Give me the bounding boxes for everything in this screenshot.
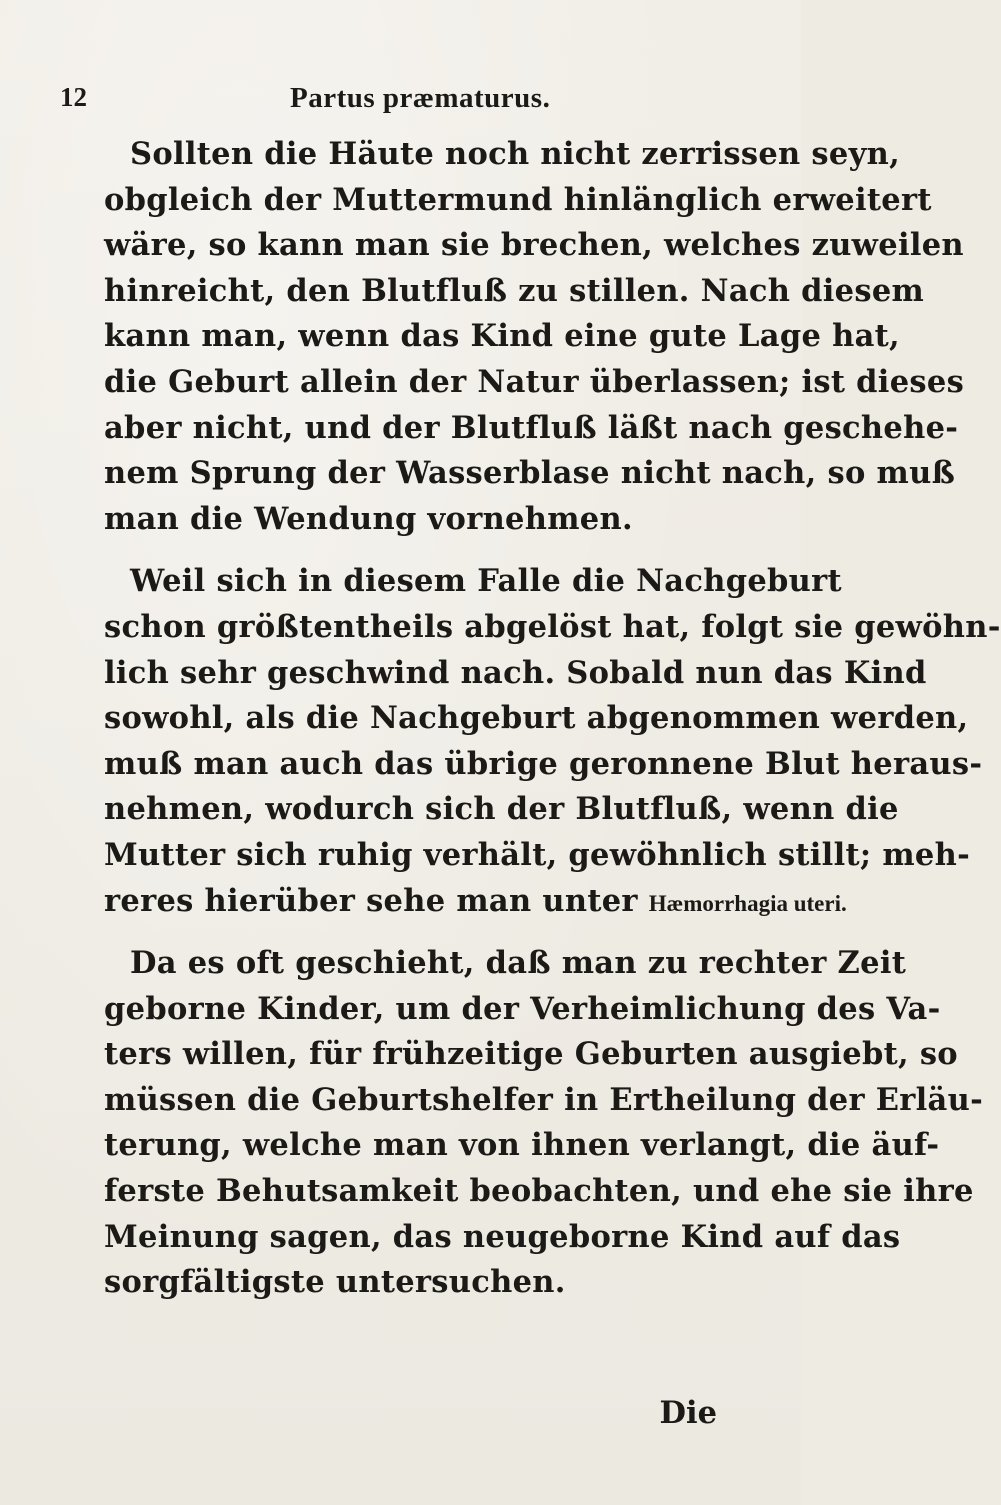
page-number: 12 [60,82,87,112]
paragraph-2-last-line [104,879,847,925]
paragraph-3-line: ferste Behutsamkeit beobachten, und ehe sie ihre [104,1173,974,1210]
paragraph-2-line: reres hierüber sehe man unter [104,882,638,919]
paragraph-2-line: muß man auch das übrige geronnene Blut heraus- [104,745,983,782]
paragraph-1-line: hinreicht, den Blutfluß zu stillen. Nach diesem [104,272,925,309]
paragraph-2-line: sowohl, als die Nachgeburt abgenommen werden, [104,700,969,737]
paragraph-3-line: Meinung sagen, das neugeborne Kind auf das [104,1218,901,1255]
paragraph-gap [104,542,716,559]
paragraph-3-line: sorgfältigste untersuchen. [104,1264,566,1301]
body-text [104,132,1001,1306]
paragraph-3-line: müssen die Geburtshelfer in Ertheilung der Erläu- [104,1081,984,1118]
running-title: Partus præmaturus. [290,82,551,114]
paragraph-3-line: ters willen, für frühzeitige Geburten ausgiebt, so [104,1036,958,1073]
paragraph-1-line: wäre, so kann man sie brechen, welches zuweilen [104,227,964,264]
paragraph-1-line: aber nicht, und der Blutfluß läßt nach geschehe- [104,409,959,446]
paragraph-1-line: kann man, wenn das Kind eine gute Lage hat, [104,318,900,355]
catchword: Die [659,1395,717,1431]
paragraph-2-line: lich sehr geschwind nach. Sobald nun das Kind [104,654,927,691]
paragraph-2-line: schon größtentheils abgelöst hat, folgt sie gewöhn- [104,608,1001,645]
paragraph-1-line: obgleich der Muttermund hinlänglich erweitert [104,181,932,218]
paragraph-2-line: nehmen, wodurch sich der Blutfluß, wenn die [104,791,899,828]
paragraph-3-line: Da es oft geschieht, daß man zu rechter Zeit [130,945,907,982]
paragraph-2-line: Weil sich in diesem Falle die Nachgeburt [130,563,842,600]
page-header [60,82,760,122]
paragraph-1-line: Sollten die Häute noch nicht zerrissen seyn, [130,136,901,172]
paragraph-3-line: terung, welche man von ihnen verlangt, die äuf- [104,1127,940,1164]
latin-term: Hæmorrhagia uteri. [648,890,847,916]
paragraph-1-line: man die Wendung vornehmen. [104,500,633,537]
paragraph-2-line: Mutter sich ruhig verhält, gewöhnlich stillt; meh- [104,836,971,873]
paragraph-3-line: geborne Kinder, um der Verheimlichung des Va- [104,990,941,1027]
paragraph-1-line: nem Sprung der Wasserblase nicht nach, so muß [104,455,956,492]
paragraph-1-line: die Geburt allein der Natur überlassen; ist dieses [104,363,965,400]
paragraph-gap [104,924,716,941]
